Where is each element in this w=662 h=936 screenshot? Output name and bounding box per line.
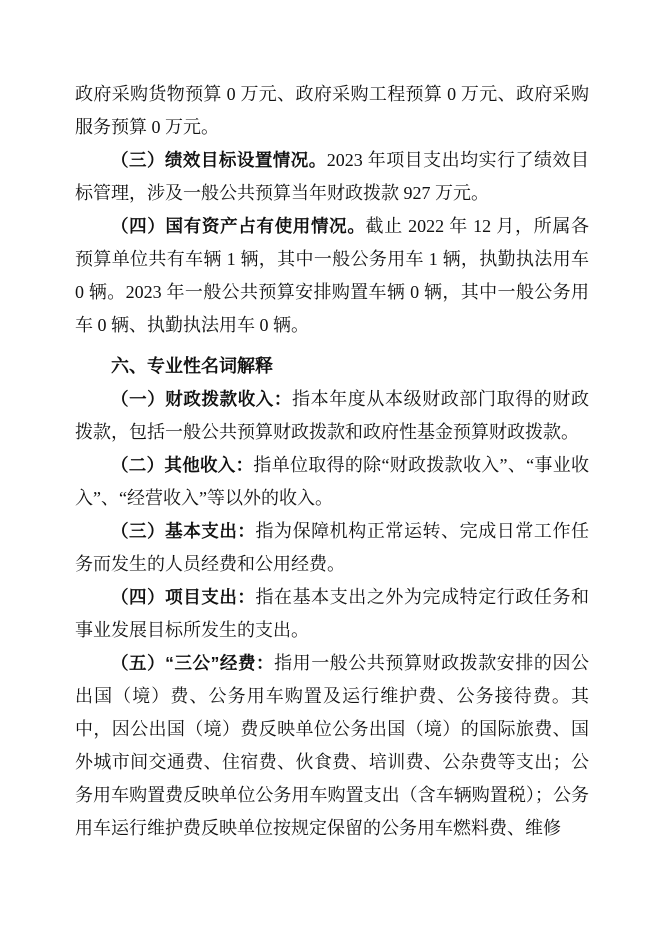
text-run-bold: （二）其他收入： — [111, 455, 254, 475]
paragraph — [75, 581, 589, 647]
paragraph — [75, 515, 589, 581]
text-run: 2023 年项目支出均实行了绩效目标管理，涉及一般公共预算当年财政拨款 927 万元。 — [75, 150, 589, 203]
text-run: 指用一般公共预算财政拨款安排的因公出国（境）费、公务用车购置及运行维护费、公务接待费。其中，因公出国（境）费反映单位公务出国（境）的国际旅费、国外城市间交通费、住宿费、伙食费、培训费、公杂费等支出；公务用车购置费反映单位公务用车购置支出（含车辆购置税）；公务用车运行维护费反映单位按规定保留的公务用车燃料费、维修 — [75, 653, 589, 838]
paragraph — [75, 144, 589, 210]
text-run-bold: 六、专业性名词解释 — [111, 356, 273, 376]
text-run: 指在基本支出之外为完成特定行政任务和事业发展目标所发生的支出。 — [75, 587, 590, 640]
text-run: 政府采购货物预算 0 万元、政府采购工程预算 0 万元、政府采购服务预算 0 万元。 — [75, 84, 589, 137]
text-run-bold: （三）绩效目标设置情况。 — [111, 150, 327, 170]
text-run-bold: （四）国有资产占有使用情况。 — [111, 216, 366, 236]
text-run: 截止 2022 年 12 月，所属各预算单位共有车辆 1 辆，其中一般公务用车 1 辆，执勤执法用车 0 辆。2023 年一般公共预算安排购置车辆 0 辆，其中一般公务用车 0 辆、执勤执法用车 0 辆。 — [75, 216, 590, 335]
section-heading — [75, 350, 589, 383]
paragraph — [75, 383, 589, 449]
text-run: 指本年度从本级财政部门取得的财政拨款，包括一般公共预算财政拨款和政府性基金预算财政拨款。 — [75, 389, 589, 442]
text-run: 指为保障机构正常运转、完成日常工作任务而发生的人员经费和公用经费。 — [75, 521, 590, 574]
paragraph — [75, 647, 589, 845]
text-run-bold: （三）基本支出： — [111, 521, 256, 541]
paragraph — [75, 210, 589, 342]
text-run-bold: （四）项目支出： — [111, 587, 256, 607]
text-run-bold: （五）“三公”经费： — [111, 653, 275, 673]
text-run: 指单位取得的除“财政拨款收入”、“事业收入”、“经营收入”等以外的收入。 — [75, 455, 590, 508]
paragraph — [75, 449, 589, 515]
paragraph — [75, 78, 589, 144]
text-run-bold: （一）财政拨款收入： — [111, 389, 292, 409]
